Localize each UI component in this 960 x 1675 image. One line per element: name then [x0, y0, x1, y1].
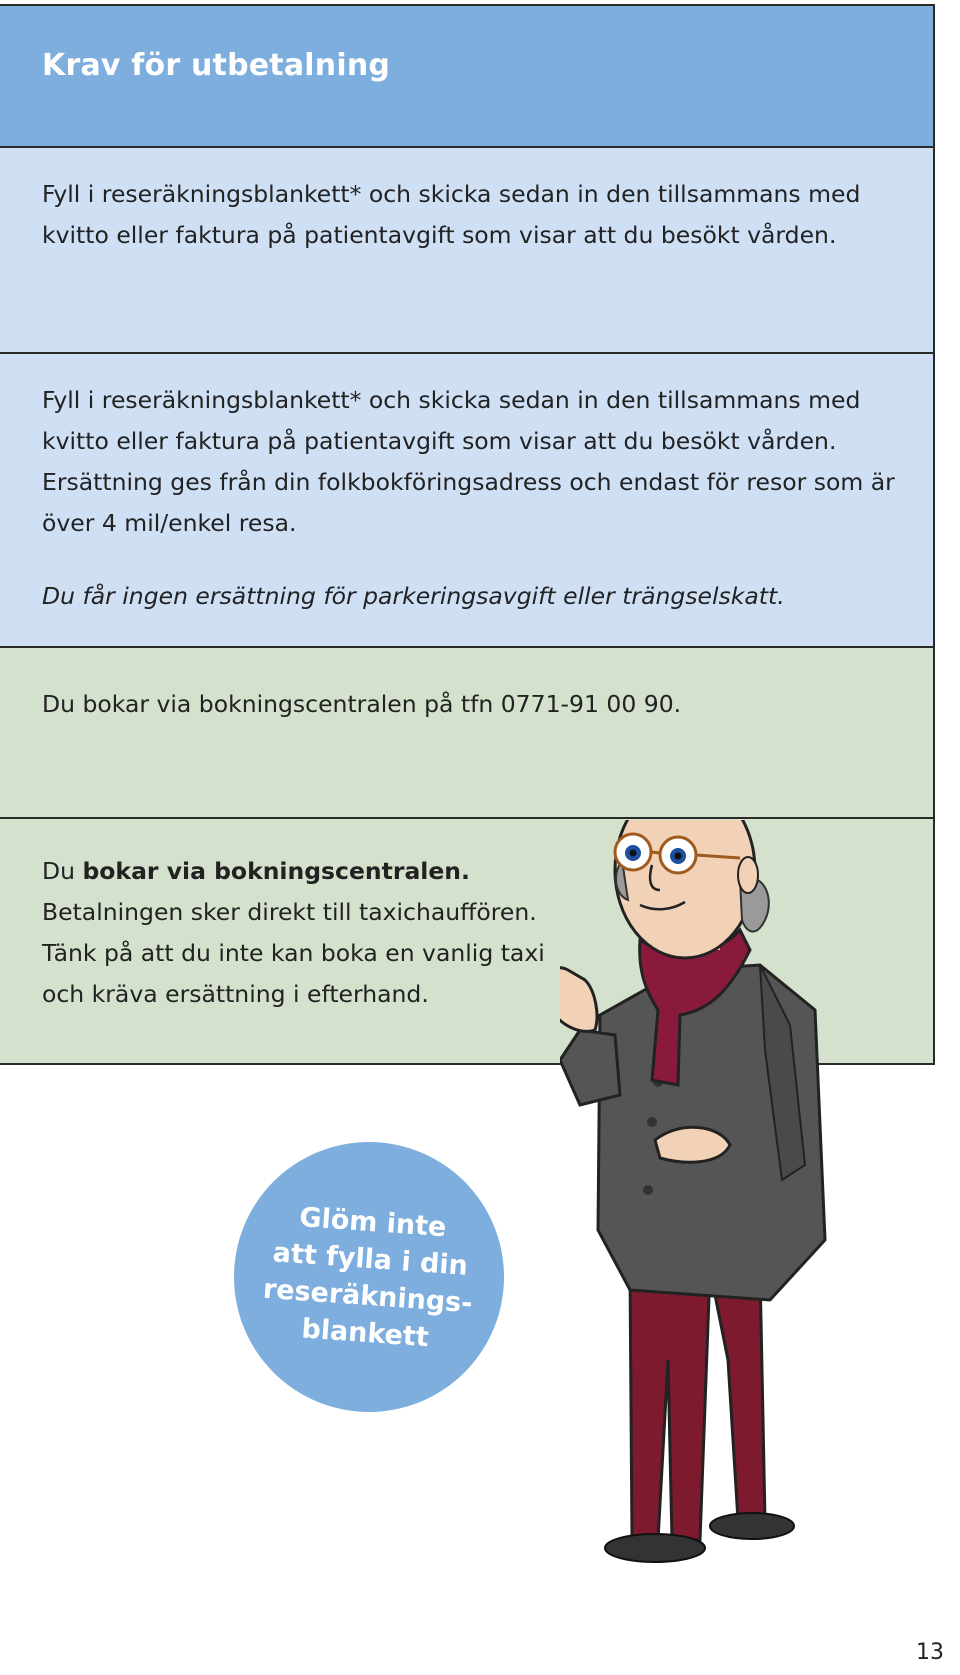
row-line: och kräva ersättning i efterhand.	[42, 980, 429, 1008]
trousers	[630, 1270, 710, 1540]
table-row	[0, 648, 935, 819]
waving-hand-icon	[560, 968, 597, 1032]
row-line: Betalningen sker direkt till taxichauffören.	[42, 898, 537, 926]
shoe	[710, 1513, 794, 1539]
row-line: Tänk på att du inte kan boka en vanlig taxi	[42, 939, 545, 967]
old-man-illustration	[560, 820, 890, 1650]
reminder-bubble	[234, 1142, 504, 1412]
bubble-line: Glöm inte	[298, 1202, 448, 1244]
row-line	[42, 851, 602, 892]
row-text: Du bokar via bokningscentralen på tfn 0771-91 00 90.	[42, 690, 682, 718]
row-text: Fyll i reseräkningsblankett* och skicka sedan in den tillsammans med kvitto eller faktura på patientavgift som visar att du besökt vården.	[42, 180, 861, 249]
row-bold: bokar via bokningscentralen.	[82, 857, 470, 885]
raised-arm	[560, 1030, 620, 1105]
bubble-text	[229, 1195, 509, 1361]
table-header	[0, 4, 935, 148]
table-row	[0, 354, 935, 648]
page-number: 13	[916, 1640, 944, 1665]
row-prefix: Du	[42, 857, 83, 885]
shoe	[605, 1534, 705, 1562]
row-text: Fyll i reseräkningsblankett* och skicka sedan in den tillsammans med kvitto eller faktura på patientavgift som visar att du besökt vården. Ersättning ges från din folkbokföringsadress och endast för resor som är över 4 mil/enkel resa.	[42, 386, 895, 537]
hand-icon	[655, 1127, 730, 1162]
table-row	[0, 148, 935, 354]
bubble-line: blankett	[300, 1313, 430, 1354]
bubble-line: att fylla i din	[271, 1237, 469, 1282]
row-text-block	[42, 851, 602, 1015]
bubble-line: reseräknings-	[261, 1273, 474, 1320]
row-note: Du får ingen ersättning för parkeringsavgift eller trängselskatt.	[42, 582, 785, 610]
section-title: Krav för utbetalning	[42, 48, 391, 83]
